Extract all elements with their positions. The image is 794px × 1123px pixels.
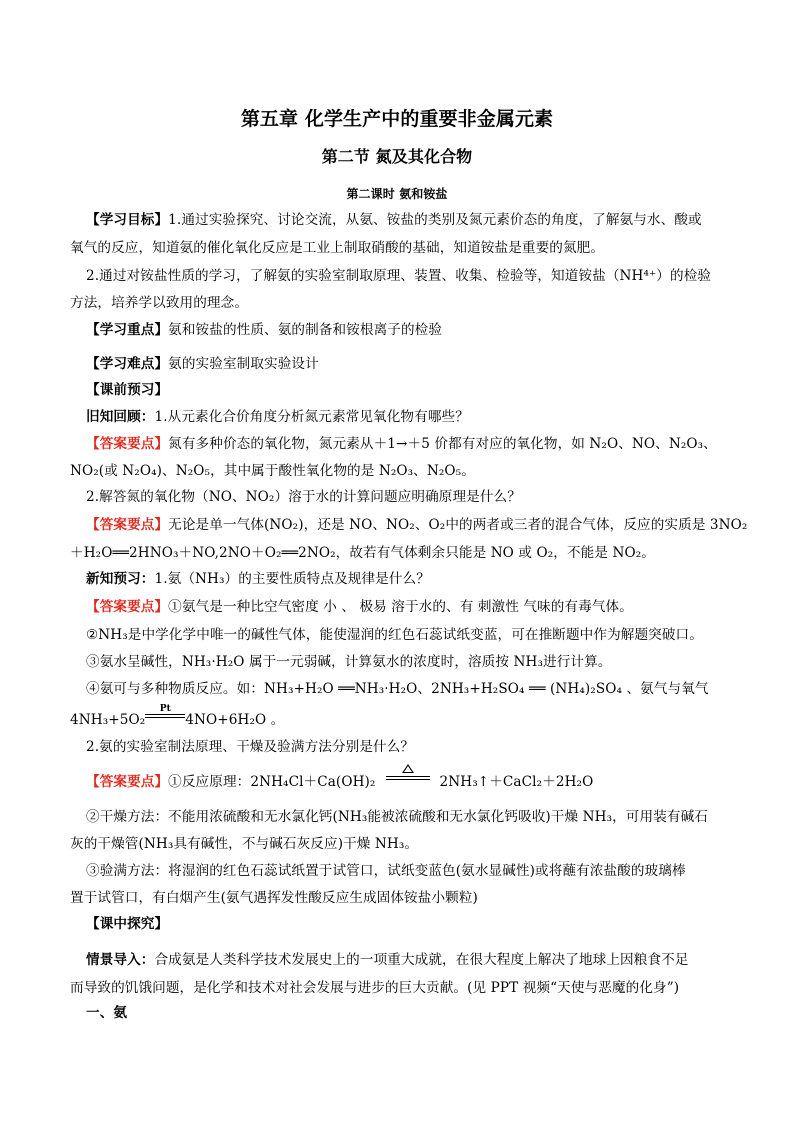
- scene-label: 情景导入：: [86, 952, 155, 968]
- answer-label: 【答案要点】: [86, 774, 169, 790]
- full-test-line-1: ③验满方法：将湿润的红色石蕊试纸置于试管口，试纸变蓝色(氨水显碱性)或将蘸有浓盐酸的玻璃棒: [86, 863, 686, 879]
- answer-label: 【答案要点】: [86, 436, 169, 452]
- reaction-principle-right: 2NH₃↑＋CaCl₂＋2H₂O: [439, 774, 594, 790]
- drying-method-line-1: ②干燥方法：不能用浓硫酸和无水氯化钙(NH₃能被浓硫酸和无水氯化钙吸收)干燥 NH₃，可用装有碱石: [86, 809, 708, 825]
- new-knowledge-label: 新知预习：: [86, 571, 155, 587]
- difficulty-text: 氨的实验室制取实验设计: [168, 356, 319, 372]
- drying-method-line-2: 灰的干燥管(NH₃具有碱性，不与碱石灰反应)干燥 NH₃。: [70, 836, 419, 852]
- review-question-1: [86, 407, 746, 427]
- new-question-2: 2.氨的实验室制法原理、干燥及验满方法分别是什么？: [86, 739, 415, 755]
- answer-3-line-1: ①氨气是一种比空气密度 小 、 极易 溶于水的、有 刺激性 气味的有毒气体。: [168, 599, 633, 615]
- ammonia-oxidation-equation: [70, 704, 730, 730]
- answer-4: [86, 772, 746, 792]
- answer-2-line-2: ＋H₂O══2HNO₃＋NO,2NO＋O₂══2NO₂，故若有气体剩余只能是 NO 或 O₂，不能是 NO₂。: [70, 545, 655, 561]
- answer-3: [86, 597, 746, 617]
- equation-left: 4NH₃+5O₂: [70, 712, 146, 728]
- answer-3-line-3: ③氨水呈碱性，NH₃·H₂O 属于一元弱碱，计算氨水的浓度时，溶质按 NH₃进行计算。: [86, 654, 612, 670]
- answer-1-line-2: NO₂(或 N₂O₄)、N₂O₅，其中属于酸性氧化物的是 N₂O₃、N₂O₅。: [70, 463, 475, 479]
- goal-line-3: 2.通过对铵盐性质的学习，了解氨的实验室制取原理、装置、收集、检验等，知道铵盐（NH⁴⁺）的检验: [86, 268, 712, 284]
- key-difficulty: [86, 354, 746, 374]
- full-test-line-2: 置于试管口，有白烟产生(氨气遇挥发性酸反应生成固体铵盐小颗粒): [70, 890, 478, 906]
- answer-1: [86, 434, 746, 454]
- heat-condition: [386, 764, 430, 780]
- focus-label: 【学习重点】: [86, 322, 169, 338]
- scene-line-2: 而导致的饥饿问题，是化学和技术对社会发展与进步的巨大贡献。(见 PPT 视频“天使与恶魔的化身”): [70, 980, 680, 996]
- answer-label: 【答案要点】: [86, 517, 169, 533]
- goal-line-4: 方法，培养学以致用的理念。: [70, 295, 249, 311]
- chapter-title: 第五章 化学生产中的重要非金属元素: [240, 108, 554, 130]
- equation-right: 4NO+6H₂O 。: [185, 712, 285, 728]
- heat-arrow: [376, 772, 440, 792]
- lesson-title: 第二课时 氨和铵盐: [346, 187, 448, 201]
- part-1-heading: 一、氨: [86, 1005, 128, 1021]
- answer-label: 【答案要点】: [86, 599, 169, 615]
- preview-heading: 【课前预习】: [86, 382, 169, 398]
- answer-1-line-1: 氮有多种价态的氧化物，氮元素从＋1→＋5 价都有对应的氧化物，如 N₂O、NO、N₂O₃、: [168, 436, 717, 452]
- section-title: 第二节 氮及其化合物: [321, 147, 473, 166]
- scene-line-1: 合成氨是人类科学技术发展史上的一项重大成就，在很大程度上解决了地球上因粮食不足: [154, 952, 689, 968]
- goal-label: 【学习目标】: [86, 212, 169, 228]
- review-q1-text: 1.从元素化合价角度分析氮元素常见氧化物有哪些？: [154, 409, 469, 425]
- goal-line-1: 1.通过实验探究、讨论交流，从氨、铵盐的类别及氮元素价态的角度，了解氨与水、酸或: [168, 212, 702, 228]
- focus-text: 氨和铵盐的性质、氨的制备和铵根离子的检验: [168, 322, 443, 338]
- new-q1-text: 1.氨（NH₃）的主要性质特点及规律是什么？: [154, 571, 430, 587]
- scene-intro: [86, 950, 746, 970]
- difficulty-label: 【学习难点】: [86, 356, 169, 372]
- answer-2-line-1: 无论是单一气体(NO₂)，还是 NO、NO₂、O₂中的两者或三者的混合气体，反应的实质是 3NO₂: [168, 517, 748, 533]
- review-label: 旧知回顾：: [86, 409, 155, 425]
- pt-condition: Pt: [145, 704, 185, 718]
- heat-triangle-icon: [402, 764, 414, 773]
- answer-3-line-2: ②NH₃是中学化学中唯一的碱性气体，能使湿润的红色石蕊试纸变蓝，可在推断题中作为解题突破口。: [86, 627, 703, 643]
- review-question-2: 2.解答氮的氧化物（NO、NO₂）溶于水的计算问题应明确原理是什么？: [86, 489, 521, 505]
- answer-2: [86, 515, 746, 535]
- reaction-principle-left: ①反应原理：2NH₄Cl＋Ca(OH)₂: [168, 774, 376, 790]
- goal-line-2: 氧气的反应，知道氨的催化氧化反应是工业上制取硝酸的基础，知道铵盐是重要的氮肥。: [70, 240, 605, 256]
- learning-goals: [86, 210, 746, 230]
- pt-arrow: [145, 704, 185, 730]
- key-focus: [86, 320, 746, 340]
- inclass-heading: 【课中探究】: [86, 916, 169, 932]
- new-question-1: [86, 569, 746, 589]
- answer-3-line-4: ④氨可与多种物质反应。如：NH₃+H₂O ══NH₃·H₂O、2NH₃+H₂SO₄ ══ (NH₄)₂SO₄ 、氨气与氧气: [86, 681, 709, 697]
